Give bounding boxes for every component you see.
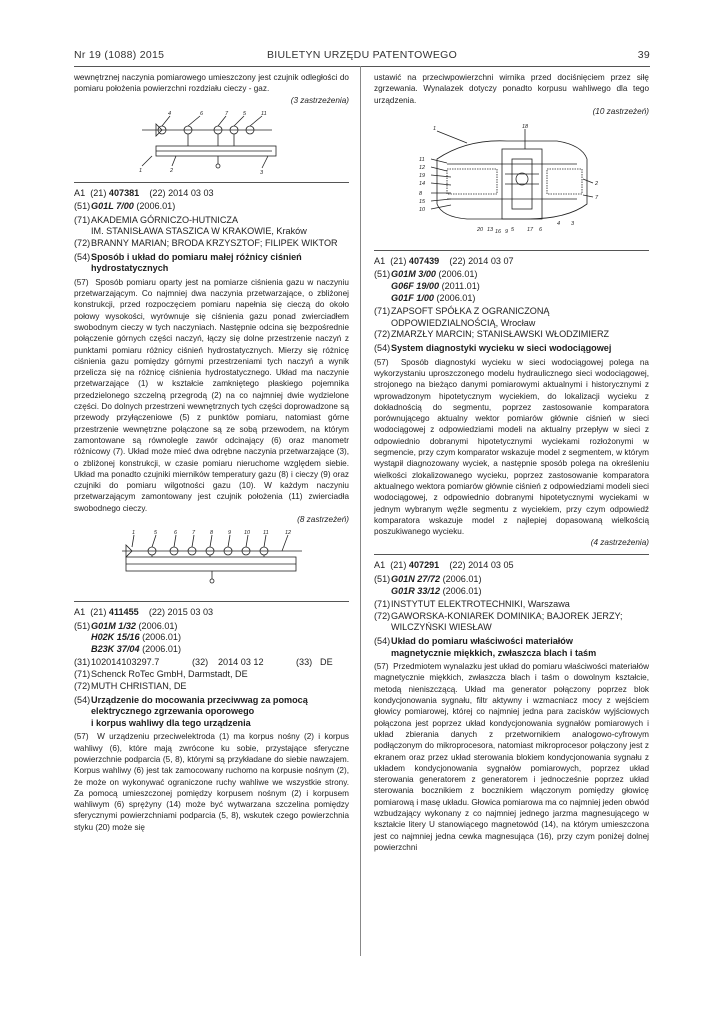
abstract: (57) Sposób pomiaru oparty jest na pomiarze ciśnienia gazu w naczyniu przetwarzającym. Co najmniej dwa naczynia przetwarzające, o zbliżonej konstrukcji, przed rozpoczęciem pomiaru napełnia się cieczą do około połowy wysokości, wyrównuje się ciśnienia gazu ponad zwierciadłem swobodnym cieczy w tych naczyniach. Następnie odcina się bezpośrednie połączenie górnych części naczyń, łączy się dolne przestrzenie naczyń z punktami pomiaru różnicy ciśnień hydrostatycznych. Mierzy się różnicę ciśnienia gazu pomiędzy górnymi przestrzeniami tych naczyń a wynik przelicza się na różnicę ciśnienia hydrostatycznego. Układ ma naczynie przetwarzające (1) w kształcie zamkniętego płaskiego pojemnika przedzielonego szczelną przegrodą (2) na co najmniej dwie wydzielone części. Do dolnych przestrzeni wewnętrznych tych części doprowadzone są przewody przyłączeniowe (5) z punktów pomiaru, natomiast górne przestrzenie wewnętrzne połączone są ze sobą przewodem, na którym zamontowane są równolegle zawór odcinający (6) oraz manometr różnicowy (7). Układ może mieć dwa odrębne naczynia przetwarzające (3), o zbliżonej konstrukcji, w czasie pomiaru nieruchome względem siebie. Układ ma ponadto czujniki mierników temperatury gazu (8) i cieczy (9) oraz czujniki do pomiaru wilgotności gazu (10). W każdym naczyniu przetwarzającym zamontowany jest czujnik położenia (11) zwierciadła swobodnego cieczy.	[74, 277, 349, 513]
fig2-label: 12	[284, 529, 291, 536]
fig3-label: 10	[418, 206, 425, 213]
applicant: (71) AKADEMIA GÓRNICZO-HUTNICZA IM. STANISŁAWA STASZICA W KRAKOWIE, Kraków	[74, 214, 307, 237]
patent-title: (54) Układ do pomiaru właściwości materiałów magnetycznie miękkich, zwłaszcza blach i taśm	[374, 635, 597, 658]
fig2-label: 11	[262, 529, 269, 536]
filing-date: 2015 03 03	[167, 606, 214, 617]
fig2-label: 7	[191, 529, 195, 536]
priority-line: (31) 102014103297.7 (32) 2014 03 12 (33) DE	[74, 657, 333, 668]
patent-number: 407439	[408, 255, 440, 266]
priority-number: 102014103297.7	[91, 657, 160, 668]
patent-id-line: A1 (21) 411455 (22) 2015 03 03	[74, 606, 214, 617]
claims-count: (10 zastrzeżeń)	[592, 106, 649, 116]
entry-separator	[374, 554, 649, 555]
fig2-label: 6	[173, 529, 177, 536]
fig3-label: 8	[418, 190, 422, 197]
filing-date: 2014 03 07	[468, 255, 514, 266]
fig1-label: 1	[138, 167, 142, 174]
fig3-label: 4	[556, 220, 560, 227]
fig3-label: 5	[510, 226, 514, 233]
fig1-label: 5	[242, 110, 246, 117]
patent-number: 411455	[108, 606, 139, 617]
abstract: (57) Sposób diagnostyki wycieku w sieci wodociągowej polega na wykorzystaniu uproszczonego modelu hydraulicznego sieci wodociągowej, strojonego na bieżąco danymi pomiarowymi aktualnymi i historycznymi z wprowadzonym hipotetycznym wyciekiem, do lokalizacji wycieku z dokładnością do segmentu, poprzez zastosowanie komparatora porównującego aktualny wektor pomiarów głównie ciśnień w sieci wodociągowej z odpowiedziami modeli na aktualny przepływ w sieci z odpowiednio dobranymi hipotetycznymi wyciekami rozłożonymi w segmencie, przy czym komparator wskazuje model z segmentem, w którym wystąpił diagnozowany wyciek, a następnie sposób polega na określeniu wielkości zlokalizowanego wycieku, poprzez zastosowanie komparatora aktualnego wektora pomiarów głównie ciśnień z odpowiedziami modeli sieci wodociągowej, z odpowiednio dobranymi hipotetycznymi wyciekami w jednym wybranym węźle segmentu z wyciekiem, przy czym odpowiedź komparatora wskazuje model z najlepiej dopasowaną wielkością poszukiwanego wycieku.	[374, 357, 649, 537]
fig2-label: 1	[131, 529, 135, 536]
fig3-label: 1	[432, 125, 436, 132]
ipc-classification: (51) G01L 7/00 (2006.01)	[74, 201, 176, 212]
fig1-label: 2	[169, 167, 173, 174]
fig1-label: 3	[259, 169, 263, 176]
priority-date: 2014 03 12	[218, 657, 264, 668]
column-divider	[360, 66, 361, 956]
applicant: (71) Schenck RoTec GmbH, Darmstadt, DE	[74, 669, 248, 680]
fig1-label: 7	[224, 110, 228, 117]
inventors: (72) GAWORSKA-KONIAREK DOMINIKA; BAJOREK JERZY; WILCZYŃSKI WIESŁAW	[374, 610, 623, 633]
inventors: (72) BRANNY MARIAN; BRODA KRZYSZTOF; FILIPEK WIKTOR	[74, 237, 338, 248]
fig3-label: 14	[418, 180, 425, 187]
patent-id-line: A1 (21) 407439 (22) 2014 03 07	[374, 255, 514, 266]
patent-number: 407291	[408, 560, 440, 571]
fig3-label: 13	[486, 226, 493, 233]
abstract: (57) W urządzeniu przeciwelektroda (1) ma korpus nośny (2) i korpus wahliwy (6), które mają zwrócone ku sobie, przystające sferyczne powierzchnie podparcia (5, 8), którymi są przykładane do siebie nawzajem. Korpus wahliwy (6) jest tak zamocowany ruchomo na korpusie nośnym (2), że może on wykonywać ograniczone ruchy wahliwe we wszystkie strony. Za pomocą umieszczonej pomiędzy korpusem nośnym (2) i korpusem wahliwym (6) sprężyny (14) może być wytwarzana szczelina pomiędzy sferycznymi powierzchniami podparcia (5, 8), wskutek czego powierzchnia styku (20) może się	[74, 732, 349, 832]
fig3-label: 11	[418, 156, 425, 163]
applicant: (71) INSTYTUT ELEKTROTECHNIKI, Warszawa	[374, 599, 570, 610]
page-number: 39	[637, 49, 650, 61]
ipc-classification: (51) G01M 3/00 (2006.01) G06F 19/00 (2011.01) G01F 1/00 (2006.01)	[374, 269, 480, 303]
figure-pressure-system	[112, 527, 312, 595]
patent-id-line: A1 (21) 407291 (22) 2014 03 05	[374, 560, 514, 571]
claims-count: (8 zastrzeżeń)	[297, 514, 349, 524]
entry-separator	[74, 601, 349, 602]
fig2-label: 9	[227, 529, 231, 536]
fig3-label: 20	[476, 226, 483, 233]
fig3-label: 16	[494, 228, 501, 235]
fig1-label: 11	[260, 110, 267, 117]
fig1-label: 4	[167, 110, 171, 117]
figure-pressure-vessel	[122, 108, 302, 176]
fig3-label: 9	[504, 228, 508, 235]
applicant: (71) ZAPSOFT SPÓŁKA Z OGRANICZONĄ ODPOWIEDZIALNOŚCIĄ, Wrocław	[374, 306, 550, 328]
patent-title: (54) Urządzenie do mocowania przeciwwag za pomocą elektrycznego zgrzewania oporowego i korpus wahliwy dla tego urządzenia	[74, 694, 308, 728]
issue-number: Nr 19 (1088) 2015	[74, 49, 165, 61]
entry-separator	[74, 182, 349, 183]
fig3-label: 3	[570, 220, 574, 227]
patent-id-line: A1 (21) 407381 (22) 2014 03 03	[74, 187, 214, 198]
right-column	[374, 72, 649, 853]
inventors: (72) MUTH CHRISTIAN, DE	[74, 680, 187, 691]
fig3-label: 2	[594, 180, 598, 187]
filing-date: 2014 03 03	[168, 187, 214, 198]
ipc-classification: (51) G01M 1/32 (2006.01) H02K 15/16 (2006.01) B23K 37/04 (2006.01)	[74, 620, 182, 654]
patent-title: (54) System diagnostyki wycieku w sieci wodociągowej	[374, 343, 612, 354]
priority-country: DE	[320, 657, 333, 668]
patent-title: (54) Sposób i układ do pomiaru małej różnicy ciśnień hydrostatycznych	[74, 251, 302, 274]
claims-count: (4 zastrzeżenia)	[590, 538, 649, 548]
fig3-label: 19	[418, 172, 425, 179]
left-column	[74, 72, 349, 833]
fig3-label: 17	[526, 226, 533, 233]
fig2-label: 8	[209, 529, 213, 536]
fig3-label: 7	[594, 194, 598, 201]
fig3-label: 12	[418, 164, 425, 171]
fig3-label: 18	[521, 123, 528, 130]
inventors: (72) ZMARZŁY MARCIN; STANISŁAWSKI WŁODZIMIERZ	[374, 329, 610, 340]
figure-counter-electrode	[407, 119, 617, 244]
continued-abstract: wewnętrznej naczynia pomiarowego umieszczony jest czujnik odległości do pomiaru położenia powierzchni rozdziału cieczy - gaz.	[74, 73, 349, 94]
patent-number: 407381	[108, 187, 140, 198]
claims-count: (3 zastrzeżenia)	[290, 95, 349, 105]
abstract: (57) Przedmiotem wynalazku jest układ do pomiaru właściwości materiałów magnetycznie miękkich, zwłaszcza blach i taśm o dowolnym kształcie, metodą nieniszczącą. Układ ma generator połączony poprzez blok kondycjonowania sygnału, filtr aktywny i wzmacniacz mocy z wejściem głowicy pomiarowej, której co najmniej jedna para zacisków wyjściowych połączona jest poprzez układ kondycjonowania sygnałów pomiarowych i układ zbierania danych z przetwornikiem analogowo-cyfrowym podłączonym do mikroprocesora, natomiast mikroprocesor połączony jest z ekranem oraz przez układ sterowania blokiem kondycjonowania sygnału z układem kondycjonowania sygnałów pomiarowych, poprzez układ sterowania generatorem z generatorem i jednocześnie poprzez układ sterowania bocznikiem z bocznikiem włączonym pomiędzy głowicę pomiarową i masę układu. Głowica pomiarowa ma co najmniej jeden obwód wzbudzający wykonany z co najmniej jednego jarzma magnesującego w kształcie litery U stanowiącego magnetowód (14), na którym umieszczona jest co najmniej jedna cewka magnesująca (16), przy czym poniżej dolnej powierzchni	[374, 662, 649, 852]
page-header	[74, 49, 650, 63]
entry-separator	[374, 250, 649, 251]
bulletin-title: BIULETYN URZĘDU PATENTOWEGO	[266, 49, 458, 61]
fig2-label: 5	[153, 529, 157, 536]
ipc-classification: (51) G01N 27/72 (2006.01) G01R 33/12 (2006.01)	[374, 573, 482, 596]
fig2-label: 10	[243, 529, 250, 536]
fig1-label: 6	[199, 110, 203, 117]
filing-date: 2014 03 05	[468, 560, 514, 571]
fig3-label: 15	[418, 198, 425, 205]
header-rule	[74, 66, 650, 67]
fig3-label: 6	[538, 226, 542, 233]
continued-abstract: ustawić na przeciwpowierzchni wirnika przed dociśnięciem przez siłę zgrzewania. Wynalazek dotyczy ponadto korpusu wahliwego dla tego urządzenia.	[374, 73, 649, 105]
